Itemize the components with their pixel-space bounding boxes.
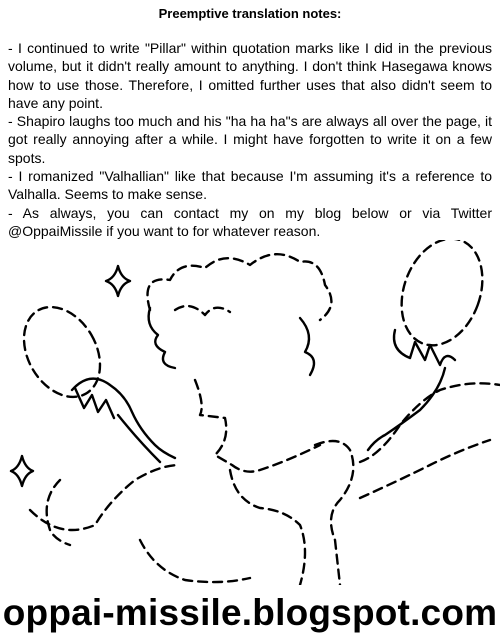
sparkle-icon bbox=[11, 456, 33, 486]
note-item: - As always, you can contact my on my blog below or via Twitter @OppaiMissile if you want to for whatever reason. bbox=[8, 204, 492, 239]
sparkle-icon bbox=[106, 266, 130, 296]
left-microphone-head bbox=[9, 293, 116, 410]
note-item: - Shapiro laughs too much and his "ha ha ha"s are always all over the page, it got really annoying after a while. I might have forgotten to write it on a few spots. bbox=[8, 113, 492, 166]
left-shoulder bbox=[47, 480, 70, 545]
blog-url[interactable]: oppai-missile.blogspot.com bbox=[2, 592, 498, 633]
notes-body bbox=[8, 39, 492, 240]
center-hair-left bbox=[149, 308, 175, 368]
note-item: - I romanized "Valhallian" like that because I'm assuming it's a reference to Valhalla. Seems to make sense. bbox=[8, 168, 492, 203]
right-forearm bbox=[360, 383, 500, 462]
lower-body-outline bbox=[230, 470, 305, 585]
belt-shape bbox=[140, 540, 250, 582]
left-hand-fingers bbox=[75, 388, 114, 418]
right-microphone-cord bbox=[368, 368, 445, 450]
center-hair-right bbox=[300, 318, 314, 375]
center-hair-strands bbox=[175, 306, 230, 315]
left-arm-outline bbox=[30, 465, 180, 530]
dashed-outline-illustration bbox=[0, 240, 500, 585]
left-hand bbox=[72, 379, 175, 458]
right-arm-outline bbox=[315, 441, 353, 585]
left-microphone-cord bbox=[118, 415, 160, 462]
note-item: - I continued to write "Pillar" within quotation marks like I did in the previous volume, but it didn't really amount to anything. I don't think Hasegawa knows how to use those. Therefore, I omitted further uses that also didn't seem to have any point. bbox=[8, 40, 492, 111]
notes-title: Preemptive translation notes: bbox=[158, 6, 342, 21]
right-microphone-head bbox=[387, 240, 496, 357]
right-hand bbox=[394, 330, 455, 365]
center-body-outline bbox=[195, 380, 320, 472]
